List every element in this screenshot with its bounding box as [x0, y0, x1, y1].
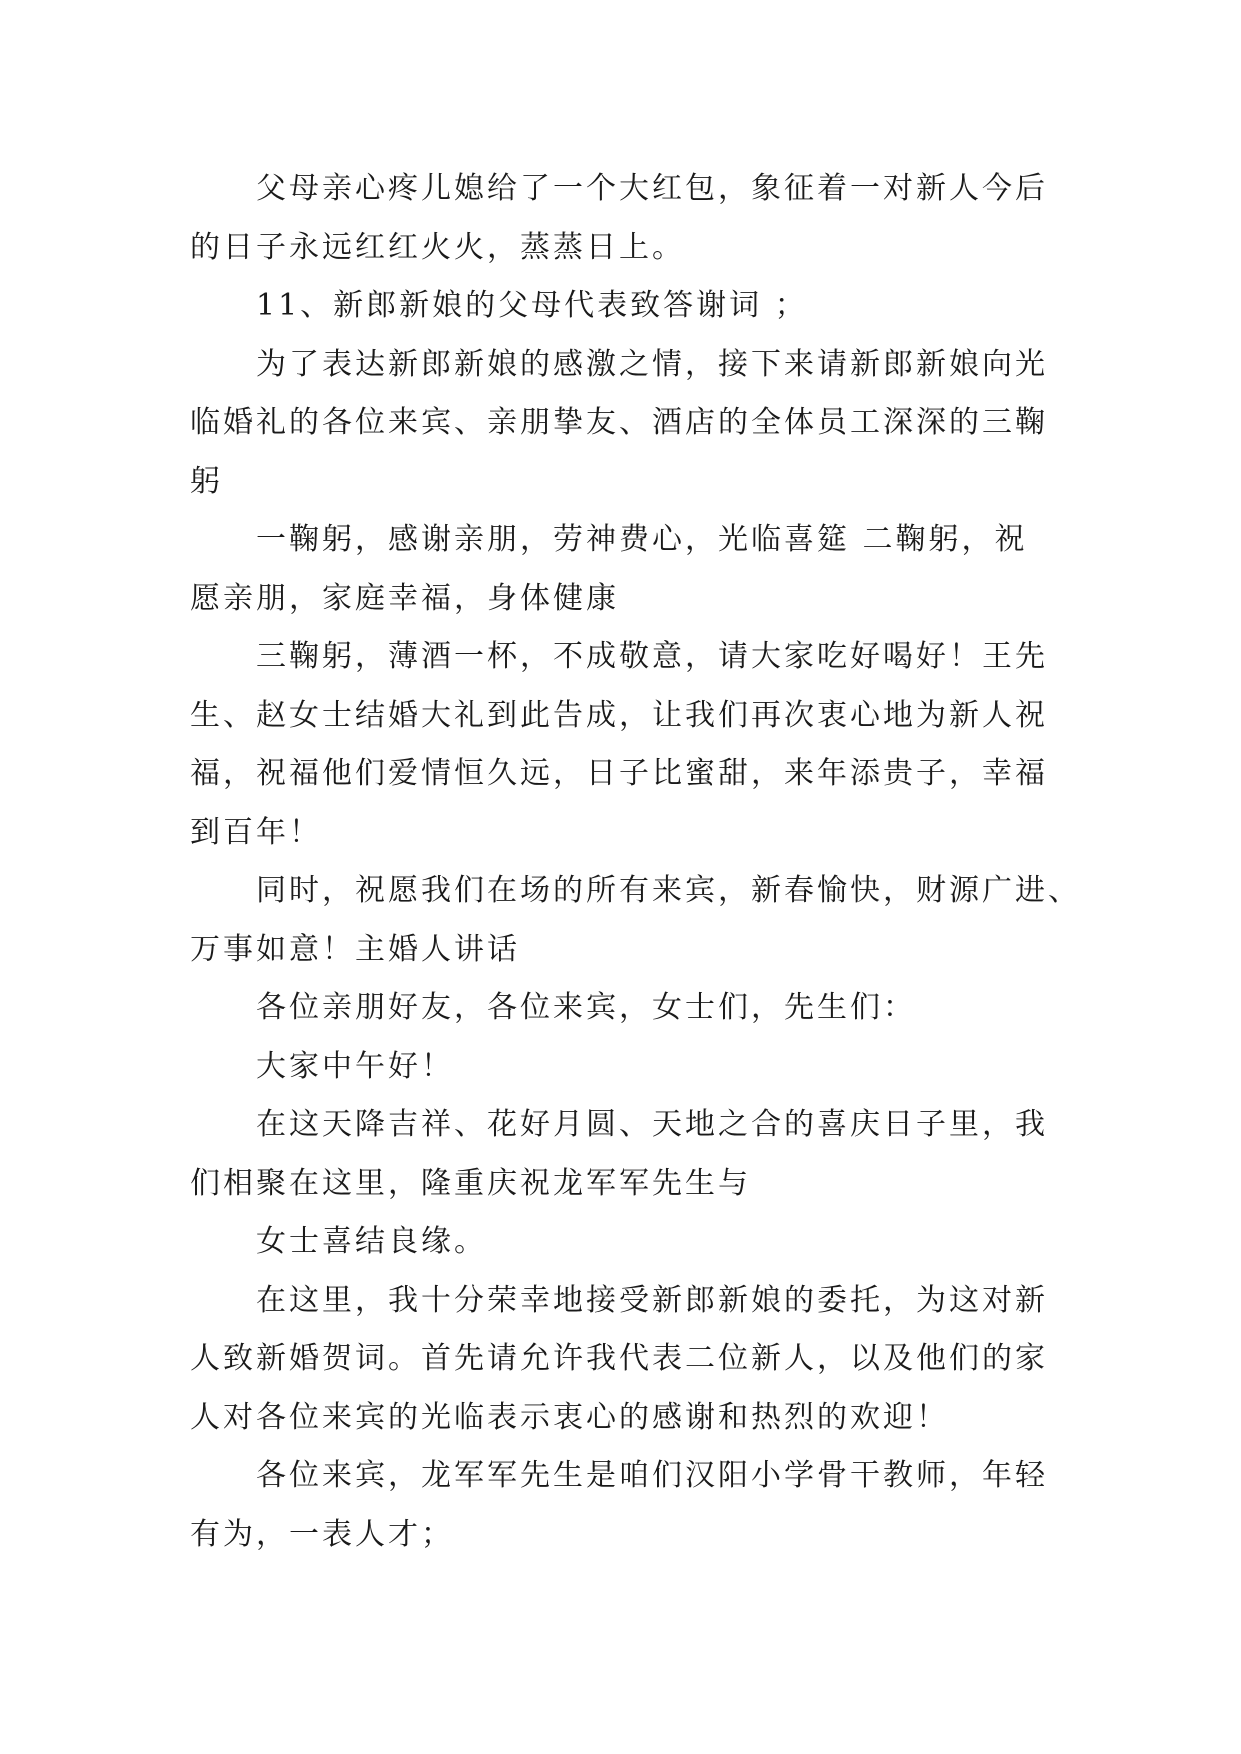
text-line: 在这天降吉祥、花好月圆、天地之合的喜庆日子里，我 — [256, 1107, 1048, 1142]
text-line: 临婚礼的各位来宾、亲朋挚友、酒店的全体员工深深的三鞠 — [190, 405, 1048, 440]
text-line: 福，祝福他们爱情恒久远，日子比蜜甜，来年添贵子，幸福 — [190, 756, 1048, 791]
text-line: 躬 — [190, 463, 223, 499]
paragraph — [190, 628, 1050, 862]
text-line: 人对各位来宾的光临表示衷心的感谢和热烈的欢迎！ — [190, 1399, 949, 1435]
text-line: 一鞠躬，感谢亲朋，劳神费心，光临喜筵 二鞠躬，祝 — [256, 522, 1028, 557]
text-line: 为了表达新郎新娘的感激之情，接下来请新郎新娘向光 — [256, 346, 1048, 382]
text-line: 们相聚在这里，隆重庆祝龙军军先生与 — [190, 1165, 751, 1201]
text-line: 生、赵女士结婚大礼到此告成，让我们再次衷心地为新人祝 — [190, 697, 1048, 733]
text-line: 三鞠躬，薄酒一杯，不成敬意，请大家吃好喝好！王先 — [256, 639, 1048, 674]
text-line: 万事如意！主婚人讲话 — [190, 931, 520, 967]
paragraph — [190, 862, 1081, 979]
text-line: 有为，一表人才； — [190, 1516, 454, 1552]
text-line: 父母亲心疼儿媳给了一个大红包，象征着一对新人今后 — [256, 171, 1048, 206]
text-line: 在这里，我十分荣幸地接受新郎新娘的委托，为这对新 — [256, 1282, 1048, 1318]
paragraph — [190, 1096, 1050, 1213]
paragraph — [190, 1447, 1050, 1564]
text-line: 女士喜结良缘。 — [256, 1224, 487, 1259]
text-line: 的日子永远红红火火，蒸蒸日上。 — [190, 229, 685, 265]
text-line: 各位亲朋好友，各位来宾，女士们，先生们： — [256, 990, 916, 1025]
text-line: 大家中午好！ — [256, 1048, 454, 1084]
paragraph — [190, 160, 1050, 277]
paragraph — [190, 511, 1050, 628]
text-line: 各位来宾，龙军军先生是咱们汉阳小学骨干教师，年轻 — [256, 1458, 1048, 1493]
paragraph — [190, 979, 1050, 1038]
paragraph — [190, 1213, 1050, 1272]
paragraph — [190, 1272, 1050, 1448]
text-line: 愿亲朋，家庭幸福，身体健康 — [190, 580, 619, 616]
paragraph — [190, 336, 1050, 512]
document-body — [190, 160, 1081, 1564]
text-line: 11、新郎新娘的父母代表致答谢词 ； — [256, 288, 808, 323]
text-line: 同时，祝愿我们在场的所有来宾，新春愉快，财源广进、 — [256, 873, 1081, 908]
text-line: 人致新婚贺词。首先请允许我代表二位新人，以及他们的家 — [190, 1341, 1048, 1376]
text-line: 到百年！ — [190, 814, 322, 850]
paragraph — [190, 1038, 1050, 1097]
paragraph — [190, 277, 1050, 336]
